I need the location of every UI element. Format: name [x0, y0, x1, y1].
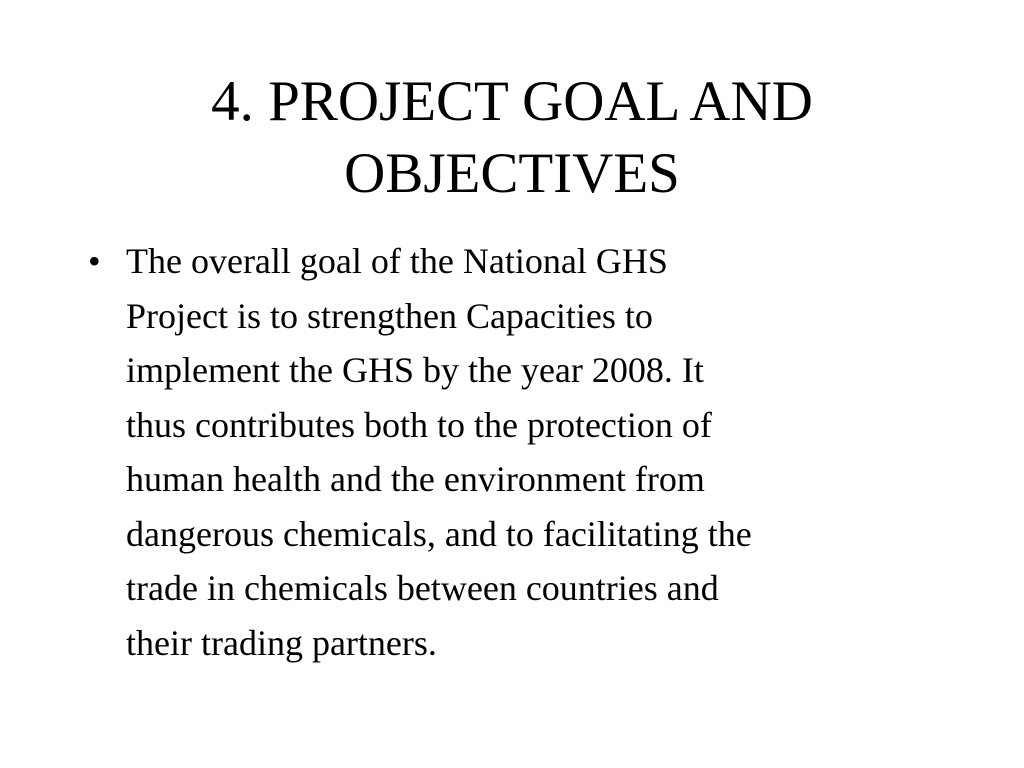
slide-title: [0, 66, 1024, 210]
bullet-text-line: human health and the environment from: [126, 459, 705, 499]
bullet-text-line: The overall goal of the National GHS: [126, 241, 668, 281]
bullet-text-line: implement the GHS by the year 2008. It: [126, 350, 704, 390]
bullet-text-line: Project is to strengthen Capacities to: [126, 295, 653, 336]
bullet-text-line: their trading partners.: [126, 622, 437, 663]
bullet-text-line: dangerous chemicals, and to facilitating the: [126, 513, 752, 554]
bullet-text-line: trade in chemicals between countries and: [126, 568, 719, 608]
bullet-text: [126, 234, 946, 670]
bullet-list: [86, 234, 946, 670]
slide-title-line: 4. PROJECT GOAL AND: [211, 70, 813, 133]
bullet-item: [86, 234, 946, 670]
slide-title-line: OBJECTIVES: [344, 142, 680, 205]
bullet-text-line: thus contributes both to the protection of: [126, 404, 712, 445]
bullet-icon: •: [88, 241, 101, 281]
